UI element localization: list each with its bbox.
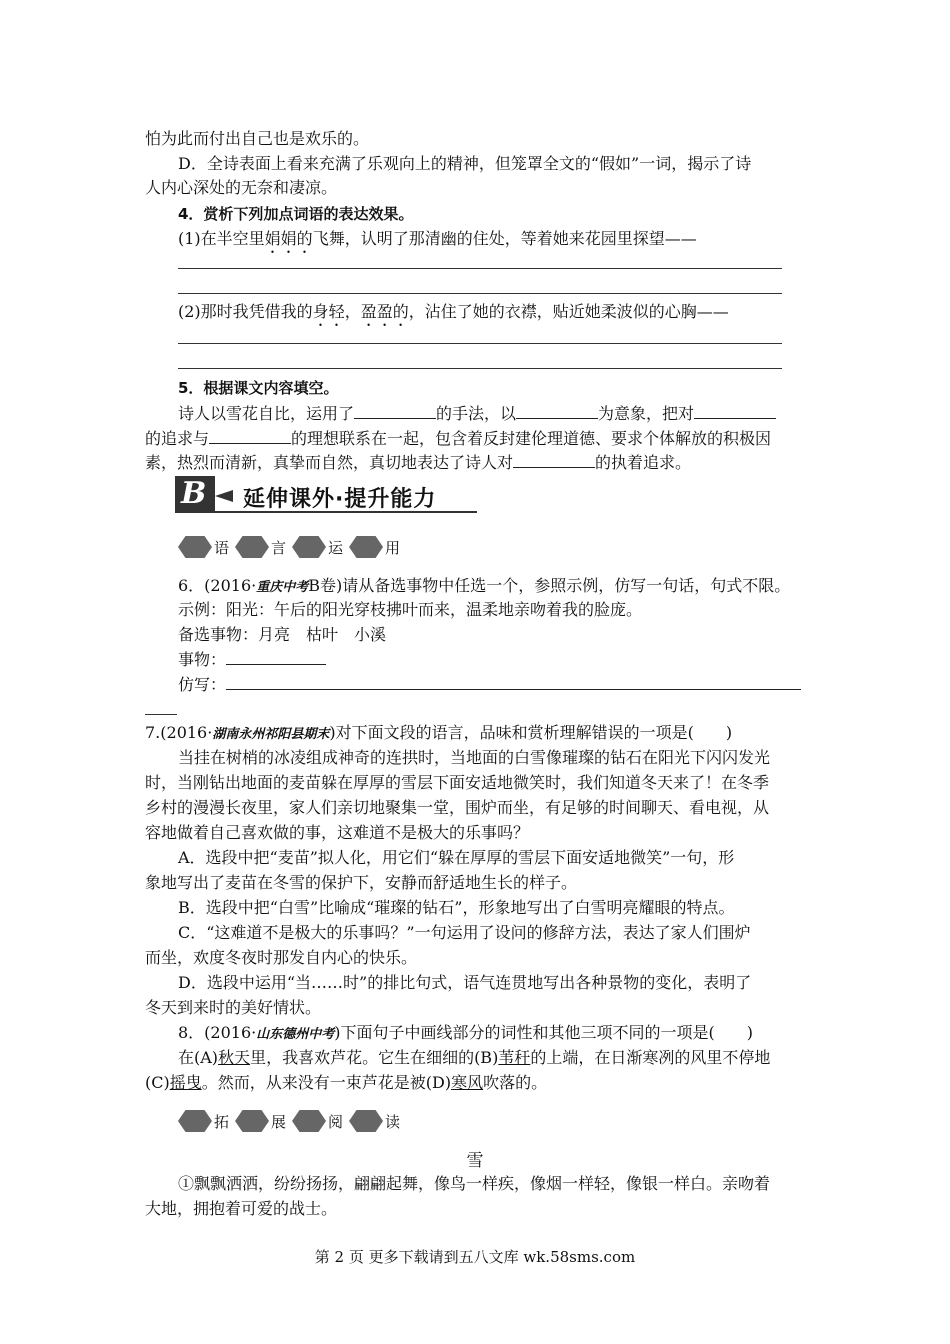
option-c-cont: 而坐，欢度冬夜时那发自内心的快乐。 bbox=[145, 948, 418, 967]
fill-blank[interactable] bbox=[694, 402, 776, 419]
question-4-title: 4．赏析下列加点词语的表达效果。 bbox=[178, 205, 414, 223]
section-banner bbox=[175, 474, 477, 514]
option-c: C．“这难道不是极大的乐事吗？”一句运用了设问的修辞方法，表达了家人们围炉 bbox=[178, 923, 751, 942]
hexagon-icon bbox=[349, 1110, 383, 1132]
hexagon-icon bbox=[235, 1110, 269, 1132]
write-input[interactable] bbox=[226, 673, 801, 690]
text-line: 怕为此而付出自己也是欢乐的。 bbox=[145, 129, 370, 148]
question-5-line3: 素，热烈而清新，真挚而自然，真切地表达了诗人对 的执着追求。 bbox=[145, 453, 692, 472]
thing-input[interactable] bbox=[226, 648, 326, 665]
section-heading-language-use: 语 言 运 用 bbox=[178, 524, 406, 558]
passage-line: 时，当刚钻出地面的麦苗躲在厚厚的雪层下面安适地微笑时，我们知道冬天来了！在冬季 bbox=[145, 773, 770, 792]
reading-paragraph-cont: 大地，拥抱着可爱的战士。 bbox=[145, 1199, 338, 1218]
underlined-word: 寒风 bbox=[451, 1073, 484, 1092]
question-6-options: 备选事物：月亮 枯叶 小溪 bbox=[178, 625, 387, 644]
question-4-1: (1)在半空里娟娟的飞舞，认明了那清幽的住处，等着她来花园里探望—— bbox=[178, 229, 697, 248]
dotted-word: 盈盈的 bbox=[360, 302, 409, 321]
hexagon-icon bbox=[292, 536, 326, 558]
underlined-word: 秋天 bbox=[218, 1048, 251, 1067]
reading-title: 雪 bbox=[466, 1151, 484, 1171]
fill-blank[interactable] bbox=[513, 451, 595, 468]
passage-line: 容地做着自己喜欢做的事，这难道不是极大的乐事吗？ bbox=[145, 823, 530, 842]
banner-letter: B bbox=[181, 476, 207, 511]
answer-line[interactable] bbox=[178, 343, 782, 344]
answer-line[interactable] bbox=[178, 293, 782, 294]
question-5-line2: 的追求与 的理想联系在一起，包含着反封建伦理道德、要求个体解放的积极因 bbox=[145, 429, 772, 448]
hexagon-icon bbox=[292, 1110, 326, 1132]
question-7: 7.(2016·湖南永州祁阳县期末)对下面文段的语言，品味和赏析理解错误的一项是( ) bbox=[145, 723, 733, 742]
question-6-write: 仿写： bbox=[178, 673, 801, 697]
fill-blank[interactable] bbox=[354, 402, 436, 419]
fill-blank[interactable] bbox=[516, 402, 598, 419]
question-6-thing: 事物： bbox=[178, 648, 326, 672]
hexagon-icon bbox=[235, 536, 269, 558]
question-4-2: (2)那时我凭借我的身轻，盈盈的，沾住了她的衣襟，贴近她柔波似的心胸—— bbox=[178, 302, 729, 321]
question-6-example: 示例：阳光：午后的阳光穿枝拂叶而来，温柔地亲吻着我的脸庞。 bbox=[178, 600, 643, 619]
question-6: 6．(2016·重庆中考B卷)请从备选事物中任选一个，参照示例，仿写一句话，句式不限。 bbox=[178, 576, 791, 595]
option-d-line2: 人内心深处的无奈和凄凉。 bbox=[145, 178, 338, 197]
option-d-cont: 冬天到来时的美好情状。 bbox=[145, 998, 322, 1017]
fill-blank[interactable] bbox=[209, 427, 291, 444]
option-d-line1: D．全诗表面上看来充满了乐观向上的精神，但笼罩全文的“假如”一词，揭示了诗 bbox=[178, 154, 752, 173]
banner-title: 延伸课外·提升能力 bbox=[243, 487, 437, 512]
hexagon-icon bbox=[178, 536, 212, 558]
question-8-sentence-cont: (C)摇曳。然而，从来没有一束芦花是被(D)寒风吹落的。 bbox=[145, 1073, 548, 1092]
passage-line: 当挂在树梢的冰凌组成神奇的连拱时，当地面的白雪像璀璨的钻石在阳光下闪闪发光 bbox=[178, 748, 771, 767]
dotted-word: 身轻 bbox=[312, 302, 345, 321]
passage-line: 乡村的漫漫长夜里，家人们亲切地聚集一堂，围炉而坐，有足够的时间聊天、看电视，从 bbox=[145, 798, 770, 817]
dotted-word: 娟娟的 bbox=[264, 229, 313, 248]
hexagon-icon bbox=[178, 1110, 212, 1132]
option-a-cont: 象地写出了麦苗在冬雪的保护下，安静而舒适地生长的样子。 bbox=[145, 873, 578, 892]
page-footer: 第 2 页 更多下载请到五八文库 wk.58sms.com bbox=[314, 1248, 636, 1266]
section-heading-extended-reading: 拓 展 阅 读 bbox=[178, 1098, 406, 1132]
option-a: A．选段中把“麦苗”拟人化，用它们“躲在厚厚的雪层下面安适地微笑”一句，形 bbox=[178, 848, 735, 867]
answer-line[interactable] bbox=[178, 368, 782, 369]
question-8: 8．(2016·山东德州中考)下面句子中画线部分的词性和其他三项不同的一项是( ) bbox=[178, 1023, 753, 1042]
option-d: D．选段中运用“当……时”的排比句式，语气连贯地写出各种景物的变化，表明了 bbox=[178, 973, 752, 992]
question-8-sentence: 在(A)秋天里，我喜欢芦花。它生在细细的(B)苇秆的上端，在日渐寒冽的风里不停地 bbox=[178, 1048, 771, 1067]
question-5-line1: 诗人以雪花自比，运用了 的手法，以 为意象，把对 bbox=[178, 402, 776, 426]
question-5-title: 5．根据课文内容填空。 bbox=[178, 379, 339, 397]
option-b: B．选段中把“白雪”比喻成“璀璨的钻石”，形象地写出了白雪明亮耀眼的特点。 bbox=[178, 898, 735, 917]
reading-paragraph: ①飘飘洒洒，纷纷扬扬，翩翩起舞，像鸟一样疾，像烟一样轻，像银一样白。亲吻着 bbox=[178, 1174, 771, 1193]
hexagon-icon bbox=[349, 536, 383, 558]
underlined-word: 苇秆 bbox=[498, 1048, 531, 1067]
underlined-word: 摇曳 bbox=[169, 1073, 202, 1092]
answer-line[interactable] bbox=[178, 268, 782, 269]
answer-line[interactable] bbox=[145, 714, 177, 715]
